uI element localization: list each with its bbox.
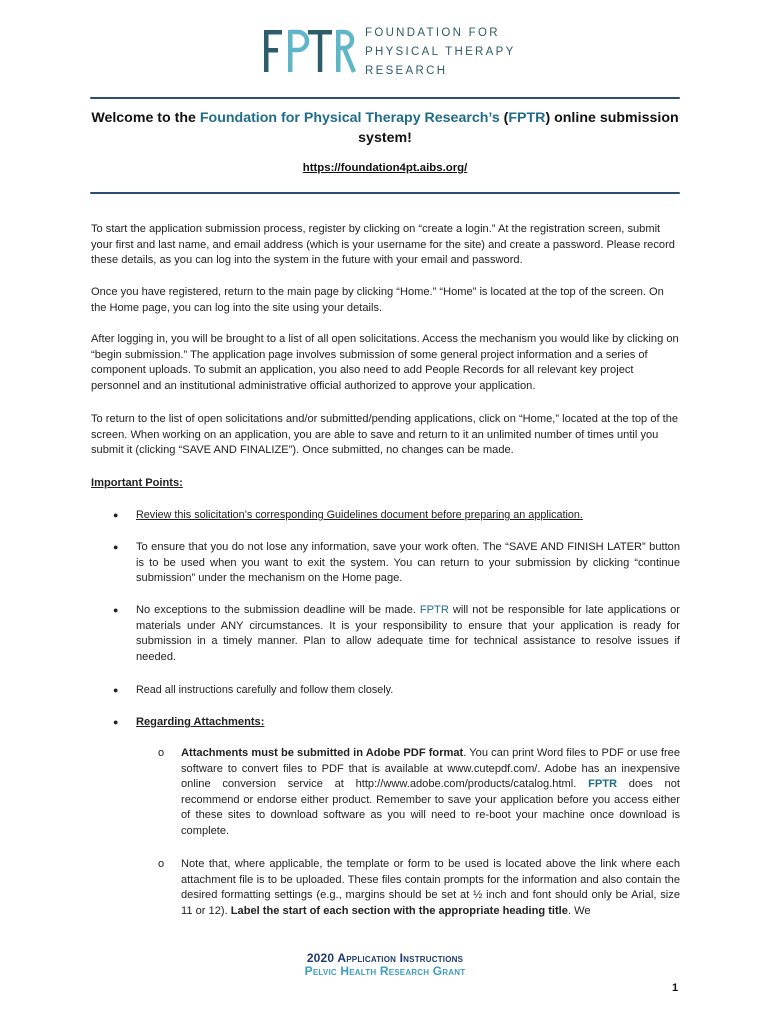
pdf-format-text: . You can print Word files to PDF or use free software to convert files to PDF that is available at www.cutepdf.com/. Adobe has an inexpensive online conversion service at http://www.adobe.com/products/catalog.html.: [181, 747, 680, 791]
bullet-marker: ●: [113, 510, 119, 520]
submission-site-link[interactable]: https://foundation4pt.aibs.org/: [302, 162, 468, 174]
sub-bullet-marker: o: [158, 747, 165, 759]
deadline-text-start: No exceptions to the submission deadline will be made.: [136, 604, 420, 616]
header-bottom-divider: [90, 192, 680, 194]
bullet-save-often: To ensure that you do not lose any information, save your work often. The “SAVE AND FINISH LATER” button is to be used when you want to exit the system. You can return to your submission by clicking “continue submission” under the mechanism on the Home page.: [136, 541, 680, 585]
header-top-divider: [90, 97, 680, 99]
logo-line-1: FOUNDATION FOR: [365, 27, 500, 39]
templates-text: Note that, where applicable, the template or form to be used is located above the link where each attachment file is to be uploaded. These files contain prompts for the information and also contain the desired formatting settings (e.g., margins should be set at ½ inch and font should only be Arial, size 11 or 12).: [181, 858, 680, 917]
bullet-marker: ●: [113, 717, 119, 727]
templates-text-end: . We: [567, 904, 591, 917]
foundation-name: Foundation for Physical Therapy Research’s: [199, 110, 500, 126]
fptr-logo-text: [365, 24, 525, 81]
footer-subtitle: Pelvic Health Research Grant: [304, 964, 466, 978]
page-number: 1: [672, 982, 679, 994]
pdf-format-text-end: does not recommend or endorse either product. Remember to save your application before you access either of these sites to download software as you will need to re-boot your machine once download is complete.: [181, 778, 680, 837]
welcome-text-start: Welcome to the: [91, 110, 200, 126]
bullet-marker: ●: [113, 605, 119, 615]
sub-bullet-marker: o: [158, 858, 165, 870]
bullet-attachments-heading: Regarding Attachments:: [136, 716, 265, 728]
welcome-text-end: ) online submission system!: [358, 110, 679, 146]
paragraph-registration: To start the application submission process, register by clicking on “create a login.” At the registration screen, submit your first and last name, and email address (which is your username for the site) and create a password. Please record these details, as you can log into the system in the future with your email and password.: [91, 223, 675, 267]
bullet-deadline: [136, 603, 680, 665]
fptr-acronym: FPTR: [588, 778, 618, 791]
sub-bullet-templates: [181, 857, 680, 919]
logo-line-3: RESEARCH: [365, 65, 448, 77]
logo-line-2: PHYSICAL THERAPY: [365, 46, 516, 58]
deadline-text-end: will not be responsible for late applications or materials under ANY circumstances. It is your responsibility to ensure that your application is ready for submission in a timely manner. Plan to allow adequate time for technical assistance to resolve issues if needed.: [136, 604, 680, 663]
welcome-text-paren: (: [499, 110, 509, 126]
bullet-guidelines: Review this solicitation’s corresponding Guidelines document before preparing an application.: [136, 509, 583, 521]
welcome-heading: [90, 108, 680, 148]
fptr-acronym: FPTR: [419, 604, 449, 616]
sub-bullet-pdf-format: [181, 746, 680, 840]
paragraph-return: To return to the list of open solicitations and/or submitted/pending applications, click on “Home,” located at the top of the screen. When working on an application, you are able to save and return to it an unlimited number of times until you submit it (clicking “SAVE AND FINALIZE”). Once submitted, no changes can be made.: [91, 413, 679, 457]
pdf-format-requirement: Attachments must be submitted in Adobe PDF format: [181, 747, 464, 759]
bullet-read-instructions: Read all instructions carefully and follow them closely.: [136, 684, 394, 696]
fptr-acronym: FPTR: [508, 110, 546, 126]
paragraph-home: Once you have registered, return to the main page by clicking “Home.” “Home” is located at the top of the screen. On the Home page, you can log into the site using your details.: [91, 286, 664, 314]
bullet-marker: ●: [113, 542, 119, 552]
fptr-logo-mark-icon: [262, 24, 356, 76]
important-points-heading: Important Points:: [91, 477, 183, 489]
paragraph-logging-in: After logging in, you will be brought to a list of all open solicitations. Access the mechanism you would like by clicking on “begin submission.” The application page involves submission of some general project information and a series of component uploads. To submit an application, you also need to add People Records for all relevant key project personnel and an institutional administrative official authorized to approve your application.: [91, 333, 679, 392]
label-sections-instruction: Label the start of each section with the appropriate heading title: [230, 904, 568, 917]
footer-title: 2020 Application Instructions: [306, 951, 464, 965]
bullet-marker: ●: [113, 685, 119, 695]
